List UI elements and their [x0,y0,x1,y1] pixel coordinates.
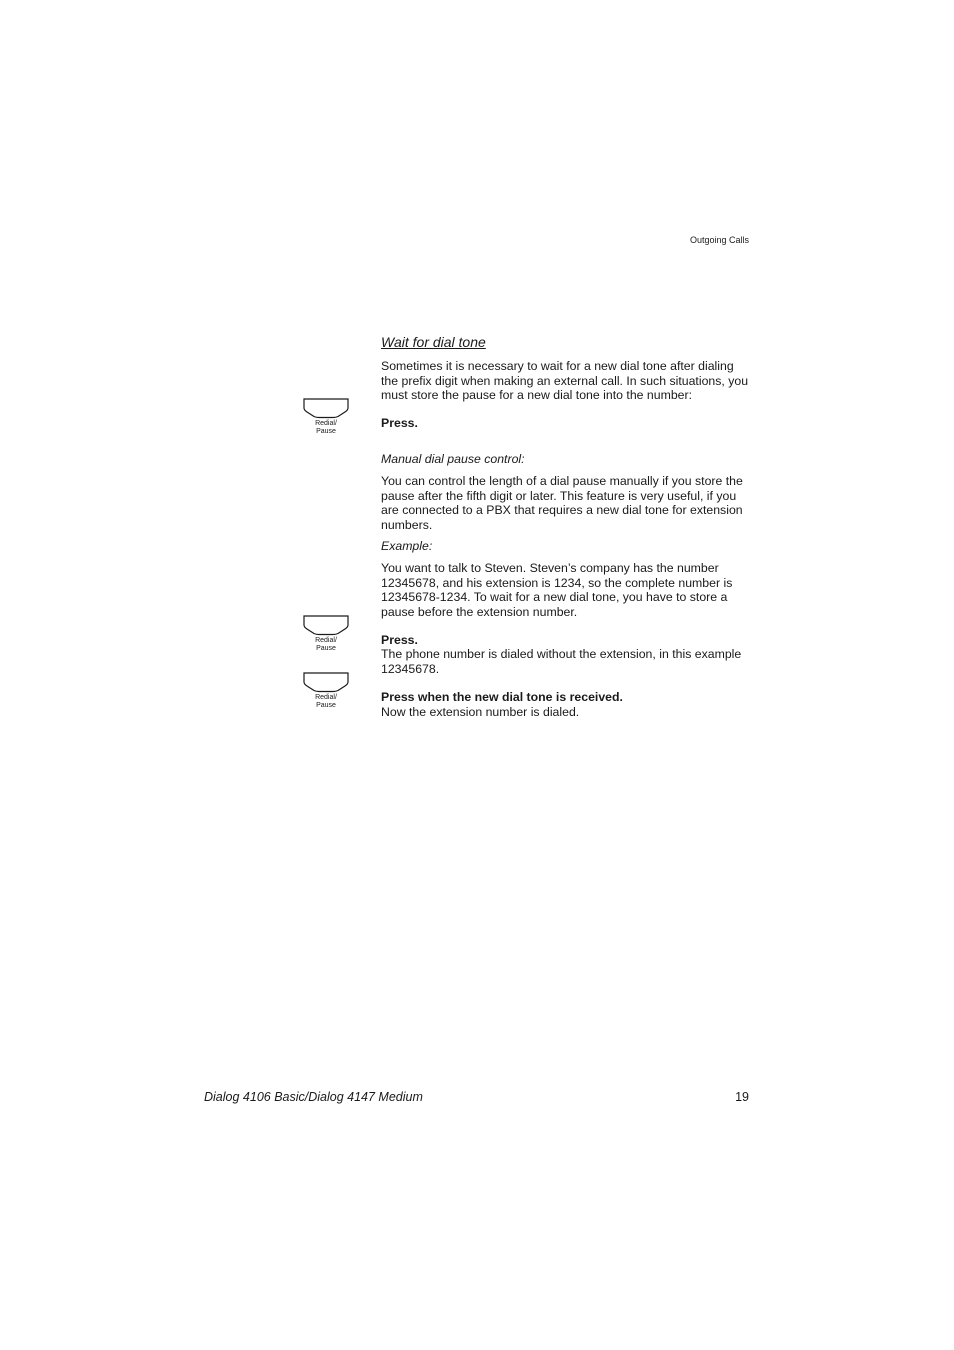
footer-page-number: 19 [735,1090,749,1104]
manual-control-paragraph: You can control the length of a dial pause manually if you store the pause after the fifth digit or later. This feature is very useful, if you are connected to a PBX that requires a new dial tone for extension numbers. [381,474,743,532]
redial-pause-key-1[interactable] [302,397,350,436]
footer-document-title: Dialog 4106 Basic/Dialog 4147 Medium [204,1090,423,1104]
step-2-description: The phone number is dialed without the extension, in this example 12345678. [381,647,742,676]
step-1-action: Press. [381,416,418,430]
key-outline-icon [302,397,350,419]
section-title: Wait for dial tone [381,334,486,350]
key-label: Redial/ Pause [315,637,337,652]
redial-pause-key-3[interactable] [302,671,350,710]
example-heading: Example: [381,539,433,553]
redial-pause-key-2[interactable] [302,614,350,653]
step-3-description: Now the extension number is dialed. [381,705,580,719]
example-paragraph: You want to talk to Steven. Steven’s company has the number 12345678, and his extension is 1234, so the complete number is 12345678-1234. To wait for a new dial tone, you have to store a pause before the extension number. [381,561,733,619]
key-outline-icon [302,671,350,693]
step-3-action: Press when the new dial tone is received. [381,690,623,704]
manual-control-heading: Manual dial pause control: [381,452,525,466]
intro-paragraph: Sometimes it is necessary to wait for a new dial tone after dialing the prefix digit when making an external call. In such situations, you must store the pause for a new dial tone into the number: [381,359,749,402]
key-outline-icon [302,614,350,636]
step-2-action: Press. [381,633,418,647]
key-label: Redial/ Pause [315,420,337,435]
running-header: Outgoing Calls [689,235,749,245]
key-label: Redial/ Pause [315,694,337,709]
